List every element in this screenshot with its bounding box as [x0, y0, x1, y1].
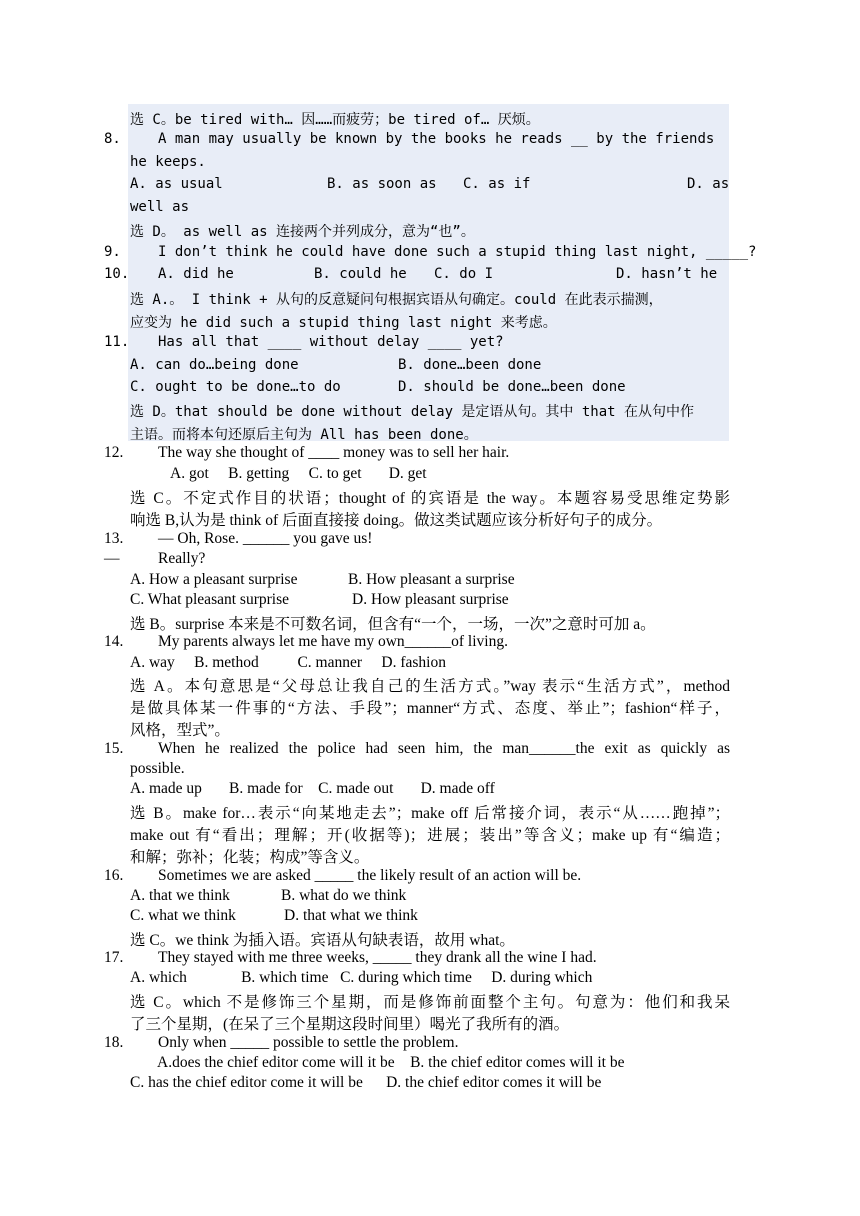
answer-line: 和解；弥补；化装；构成”等含义。 — [130, 849, 370, 866]
answer-line: 选 A.。 I think + 从句的反意疑问句根据宾语从句确定。could 在此表示揣测， — [130, 292, 663, 308]
question-text: I don’t think he could have done such a stupid thing last night, _____? — [158, 244, 757, 260]
question-number: 13. — [104, 530, 124, 547]
answer-line: 是做具体某一件事的“方法、手段”；manner“方式、态度、举止”；fashion“样子， — [130, 700, 730, 717]
option-c: C. as if — [463, 176, 531, 192]
option-b: B. How pleasant a surprise — [348, 571, 515, 588]
question-number: 18. — [104, 1034, 124, 1051]
question-text: When he realized the police had seen him, the man______the exit as quickly as — [158, 740, 730, 757]
answer-line: 应变为 he did such a stupid thing last night 来考虑。 — [130, 315, 557, 331]
answer-line: 选 D。 as well as 连接两个并列成分，意为“也”。 — [130, 224, 475, 240]
question-text: A man may usually be known by the books he reads __ by the friends — [158, 131, 715, 147]
option-b: B. done…been done — [398, 357, 542, 373]
answer-line: 选 C。we think 为插入语。宾语从句缺表语，故用 what。 — [130, 932, 515, 949]
answer-line: make out 有“看出；理解；开(收据等)；进展；装出”等含义；make up 有“编造； — [130, 827, 730, 844]
option-d: D. hasn’t he — [616, 266, 718, 282]
options-line: A. which B. which time C. during which time D. during which — [130, 969, 593, 986]
answer-line: 选 D。that should be done without delay 是定语从句。其中 that 在从句中作 — [130, 404, 695, 420]
answer-line: 主语。而将本句还原后主句为 All has been done。 — [130, 427, 478, 443]
option-a: A. as usual — [130, 176, 223, 192]
answer-line: 选 B。surprise 本来是不可数名词，但含有“一个，一场，一次”之意时可加 a。 — [130, 616, 656, 633]
question-text: Has all that ____ without delay ____ yet? — [158, 334, 504, 350]
option-b: B. as soon as — [327, 176, 437, 192]
question-text: Sometimes we are asked _____ the likely result of an action will be. — [158, 867, 582, 884]
question-text: Really? — [158, 550, 206, 567]
question-number: 14. — [104, 633, 124, 650]
option-a: A. How a pleasant surprise — [130, 571, 298, 588]
question-number: 15. — [104, 740, 124, 757]
question-text: — Oh, Rose. ______ you gave us! — [158, 530, 373, 547]
dialog-dash: — — [104, 550, 120, 567]
answer-line: 了三个星期，(在呆了三个星期这段时间里）喝光了我所有的酒。 — [130, 1016, 570, 1033]
question-number: 11. — [104, 334, 130, 350]
question-text: possible. — [130, 760, 185, 777]
option-d: D. that what we think — [284, 907, 418, 924]
answer-line: 风格，型式”。 — [130, 722, 230, 739]
answer-line: 选 C。be tired with… 因……而疲劳；be tired of… 厌烦。 — [130, 112, 540, 128]
question-number: 8. — [104, 131, 121, 147]
question-text: Only when _____ possible to settle the problem. — [158, 1034, 459, 1051]
question-number: 10. — [104, 266, 130, 282]
options-line: A. made up B. made for C. made out D. made off — [130, 780, 495, 797]
answer-line: 选 C。which 不是修饰三个星期，而是修饰前面整个主句。句意为：他们和我呆 — [130, 994, 730, 1011]
option-c: C. do I — [434, 266, 494, 282]
answer-line: 选 A。本句意思是“父母总让我自己的生活方式。”way 表示“生活方式”，method — [130, 678, 730, 695]
question-number: 9. — [104, 244, 121, 260]
option-c: C. what we think — [130, 907, 236, 924]
question-text: he keeps. — [130, 154, 206, 170]
option-c: C. What pleasant surprise — [130, 591, 289, 608]
options-line: A. got B. getting C. to get D. get — [170, 465, 427, 482]
options-line: C. has the chief editor come it will be D. the chief editor comes it will be — [130, 1074, 602, 1091]
option-d-cont: well as — [130, 199, 190, 215]
answer-line: 选 C。不定式作目的状语；thought of 的宾语是 the way。本题容易受思维定势影 — [130, 490, 730, 507]
option-c: C. ought to be done…to do — [130, 379, 341, 395]
option-d: D. should be done…been done — [398, 379, 626, 395]
option-b: B. could he — [314, 266, 407, 282]
answer-line: 选 B。make for…表示“向某地走去”；make off 后常接介词，表示“从……跑掉”； — [130, 805, 730, 822]
question-text: The way she thought of ____ money was to sell her hair. — [158, 444, 510, 461]
options-line: A. way B. method C. manner D. fashion — [130, 654, 446, 671]
options-line: A.does the chief editor come will it be B. the chief editor comes will it be — [157, 1054, 625, 1071]
question-text: They stayed with me three weeks, _____ they drank all the wine I had. — [158, 949, 597, 966]
option-b: B. what do we think — [281, 887, 407, 904]
question-text: My parents always let me have my own______of living. — [158, 633, 508, 650]
option-a: A. that we think — [130, 887, 230, 904]
option-a: A. can do…being done — [130, 357, 299, 373]
question-number: 16. — [104, 867, 124, 884]
question-number: 17. — [104, 949, 124, 966]
option-d: D. as — [687, 176, 730, 192]
answer-line: 响选 B,认为是 think of 后面直接接 doing。做这类试题应该分析好句子的成分。 — [130, 512, 663, 529]
option-a: A. did he — [158, 266, 234, 282]
option-d: D. How pleasant surprise — [352, 591, 509, 608]
question-number: 12. — [104, 444, 124, 461]
